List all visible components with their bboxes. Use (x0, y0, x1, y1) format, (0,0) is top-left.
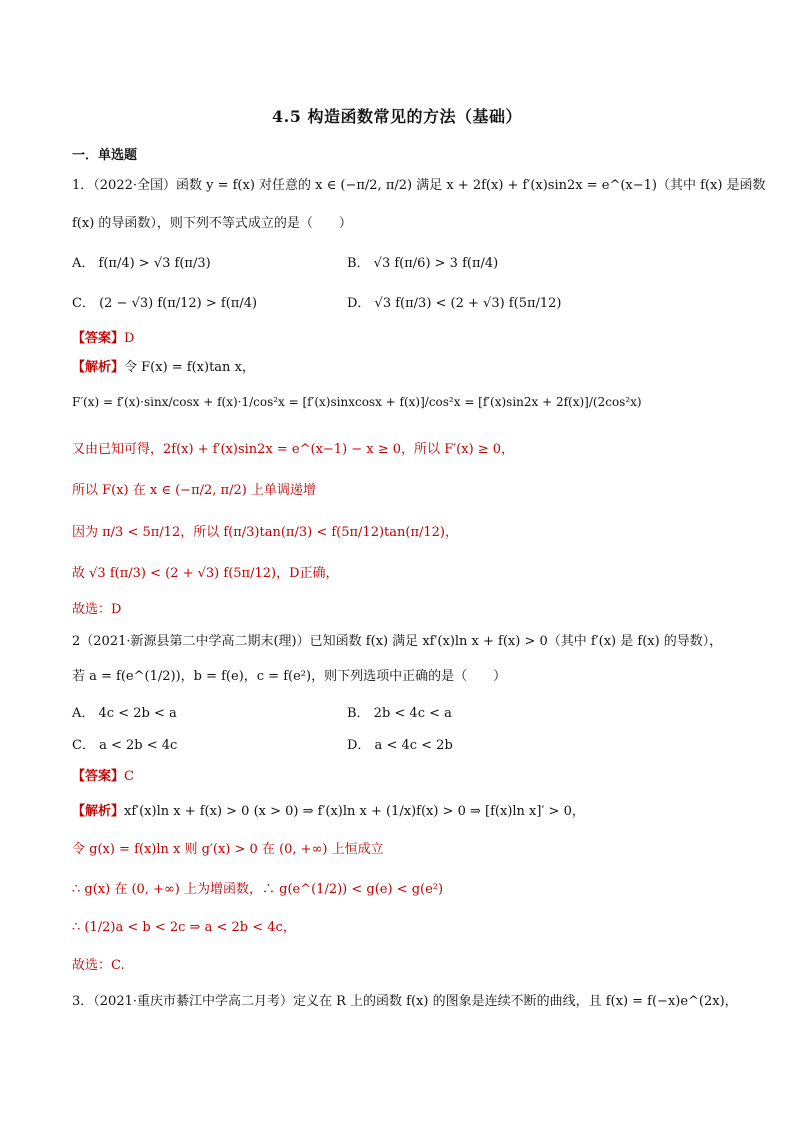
q2-answer-value: C (124, 769, 134, 784)
q1-option-c: C． (2 − √3) f(π/12) > f(π/4) (72, 296, 258, 311)
section-heading: 一．单选题 (72, 148, 138, 163)
analysis-tag: 【解析】 (72, 360, 125, 375)
answer-tag: 【答案】 (72, 331, 125, 346)
q3-stem-line1: 3．（2021·重庆市綦江中学高二月考）定义在 R 上的函数 f(x) 的图象是连续不断的曲线，且 f(x) = f(−x)e^(2x)， (72, 994, 738, 1009)
q2-option-b: B． 2b < 4c < a (347, 706, 452, 721)
q2-option-c: C． a < 2b < 4c (72, 738, 178, 753)
q1-analysis-line1 (72, 358, 742, 378)
q1-stem-line2: f(x) 的导函数），则下列不等式成立的是（ ） (72, 216, 352, 231)
q2-analysis-line4: ∴ (1/2)a < b < 2c ⇒ a < 2b < 4c， (72, 920, 296, 935)
q1-analysis-line4: 所以 F(x) 在 x ∈ (−π/2, π/2) 上单调递增 (72, 483, 316, 498)
q2-option-a: A． 4c < 2b < a (72, 706, 177, 721)
document-title: 4.5 构造函数常见的方法（基础） (272, 107, 522, 126)
q1-answer (72, 329, 742, 349)
q2-analysis-line3: ∴ g(x) 在 (0, +∞) 上为增函数，∴ g(e^(1/2)) < g(e) < g(e²) (72, 882, 444, 897)
q2-stem-line1: 2（2021·新源县第二中学高二期末(理)）已知函数 f(x) 满足 xf′(x)ln x + f(x) > 0（其中 f′(x) 是 f(x) 的导数）， (72, 634, 723, 649)
q1-analysis-line6: 故 √3 f(π/3) < (2 + √3) f(5π/12)，D正确， (72, 566, 339, 581)
q1-analysis-line5: 因为 π/3 < 5π/12，所以 f(π/3)tan(π/3) < f(5π/12)tan(π/12)， (72, 525, 458, 540)
q1-option-a: A． f(π/4) > √3 f(π/3) (72, 256, 211, 271)
q2-answer (72, 767, 742, 787)
q2-analysis-line2: 令 g(x) = f(x)ln x 则 g′(x) > 0 在 (0, +∞) 上恒成立 (72, 842, 384, 857)
q2-option-d: D． a < 4c < 2b (347, 738, 453, 753)
q1-option-b: B． √3 f(π/6) > 3 f(π/4) (347, 256, 499, 271)
q1-answer-value: D (124, 331, 135, 346)
q1-analysis-line3: 又由已知可得，2f(x) + f′(x)sin2x = e^(x−1) − x ≥ 0，所以 F′(x) ≥ 0， (72, 442, 515, 457)
q1-option-d: D． √3 f(π/3) < (2 + √3) f(5π/12) (347, 296, 562, 311)
q2-analysis-line1 (72, 802, 742, 822)
q1-analysis-text1: 令 F(x) = f(x)tan x， (124, 360, 255, 375)
analysis-tag: 【解析】 (72, 804, 125, 819)
q1-stem-line1: 1．（2022·全国）函数 y = f(x) 对任意的 x ∈ (−π/2, π/2) 满足 x + 2f(x) + f′(x)sin2x = e^(x−1)（其中 f(x) 是函数 (72, 178, 766, 193)
answer-tag: 【答案】 (72, 769, 125, 784)
q1-analysis-line2: F′(x) = f′(x)·sinx/cosx + f(x)·1/cos²x = [f′(x)sinxcosx + f(x)]/cos²x = [f′(x)sin2x + 2f(x)]/(2cos²x) (72, 395, 642, 409)
q2-stem-line2: 若 a = f(e^(1/2))，b = f(e)，c = f(e²)，则下列选项中正确的是（ ） (72, 669, 507, 684)
q2-choose: 故选：C. (72, 958, 125, 973)
q1-choose: 故选：D (72, 602, 122, 617)
q2-analysis-text1: xf′(x)ln x + f(x) > 0 (x > 0) ⇒ f′(x)ln x + (1/x)f(x) > 0 ⇒ [f(x)ln x]′ > 0， (124, 804, 585, 819)
